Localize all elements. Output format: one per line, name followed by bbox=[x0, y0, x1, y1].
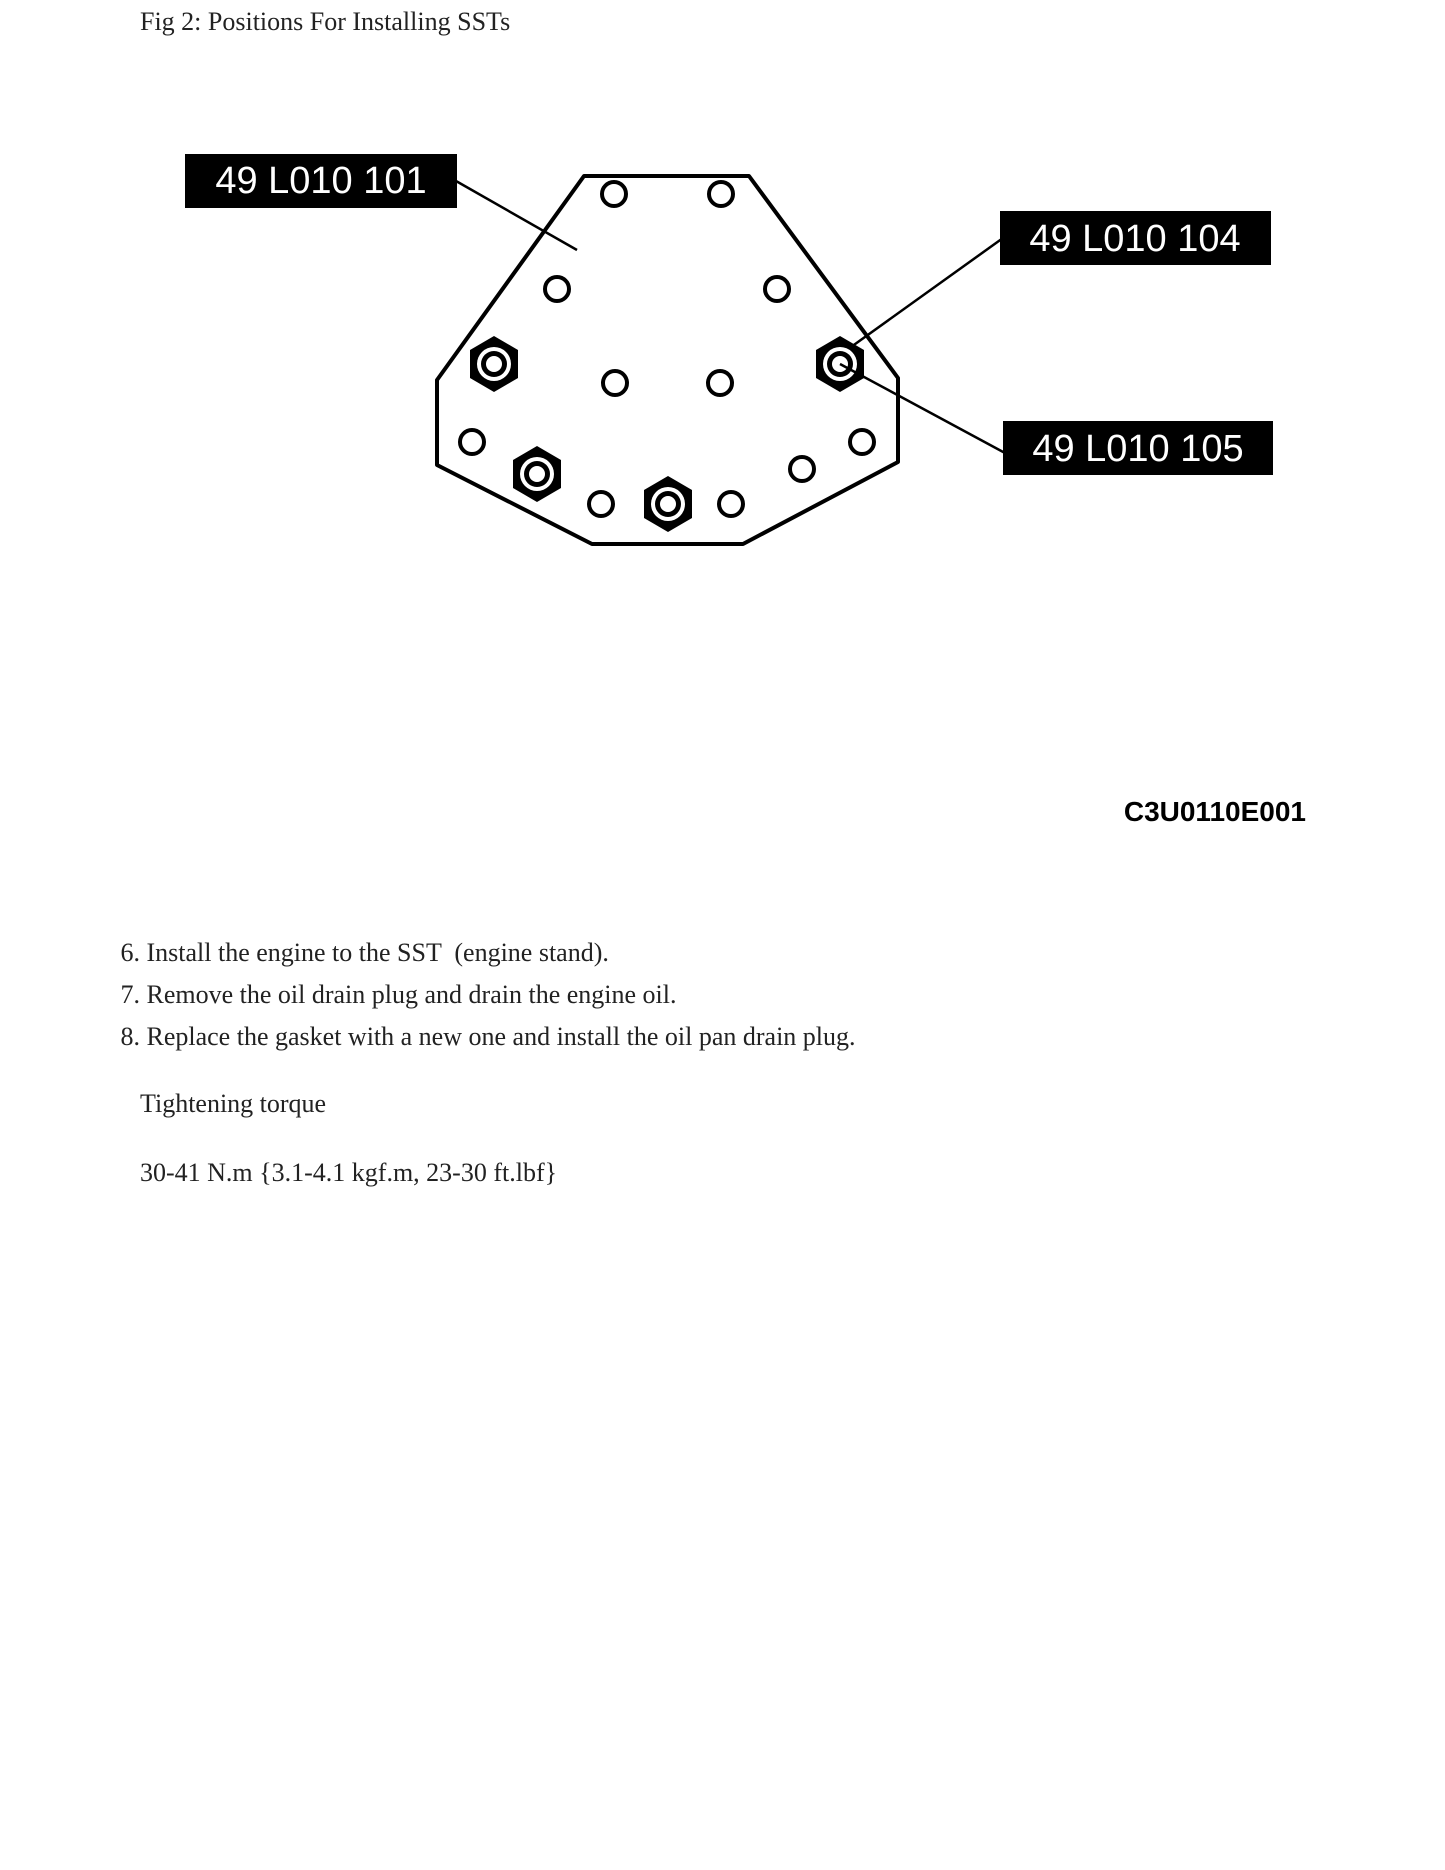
bolt-hole bbox=[709, 182, 733, 206]
part-label-105-text: 49 L010 105 bbox=[1032, 428, 1244, 470]
leader-lines bbox=[456, 181, 1005, 453]
list-item bbox=[100, 932, 856, 974]
procedure-steps bbox=[100, 932, 856, 1058]
bolt-hole bbox=[602, 182, 626, 206]
step-text: Replace the gasket with a new one and install the oil pan drain plug. bbox=[146, 1022, 856, 1051]
step-number: 8. bbox=[120, 1022, 140, 1051]
step-text: Remove the oil drain plug and drain the engine oil. bbox=[146, 980, 677, 1009]
torque-label: Tightening torque bbox=[140, 1089, 327, 1118]
step-text: Install the engine to the SST (engine stand). bbox=[146, 938, 609, 967]
sst-positions-diagram bbox=[0, 0, 1445, 900]
hex-nut-icon bbox=[470, 336, 518, 392]
hex-nuts bbox=[470, 336, 864, 532]
list-item bbox=[100, 1016, 856, 1058]
hex-nut-icon bbox=[644, 476, 692, 532]
bolt-hole bbox=[589, 492, 613, 516]
bolt-hole bbox=[719, 492, 743, 516]
hex-nut-icon bbox=[513, 446, 561, 502]
bolt-hole bbox=[850, 430, 874, 454]
bolt-hole bbox=[603, 371, 627, 395]
part-label-104-text: 49 L010 104 bbox=[1029, 218, 1241, 260]
part-label-105 bbox=[1003, 421, 1273, 475]
leader-line-104 bbox=[851, 238, 1003, 347]
leader-line-101 bbox=[456, 181, 577, 250]
bolt-hole bbox=[460, 430, 484, 454]
bolt-hole bbox=[708, 371, 732, 395]
bolt-hole bbox=[765, 277, 789, 301]
torque-value: 30-41 N.m {3.1-4.1 kgf.m, 23-30 ft.lbf} bbox=[140, 1158, 558, 1187]
step-number: 7. bbox=[120, 980, 140, 1009]
part-label-101 bbox=[185, 154, 457, 208]
part-label-104 bbox=[1000, 211, 1271, 265]
part-label-101-text: 49 L010 101 bbox=[215, 160, 427, 202]
image-code: C3U0110E001 bbox=[1123, 796, 1306, 827]
bolt-hole bbox=[790, 457, 814, 481]
figure-caption: Fig 2: Positions For Installing SSTs bbox=[140, 7, 511, 36]
step-number: 6. bbox=[120, 938, 140, 967]
bolt-hole bbox=[545, 277, 569, 301]
list-item bbox=[100, 974, 856, 1016]
